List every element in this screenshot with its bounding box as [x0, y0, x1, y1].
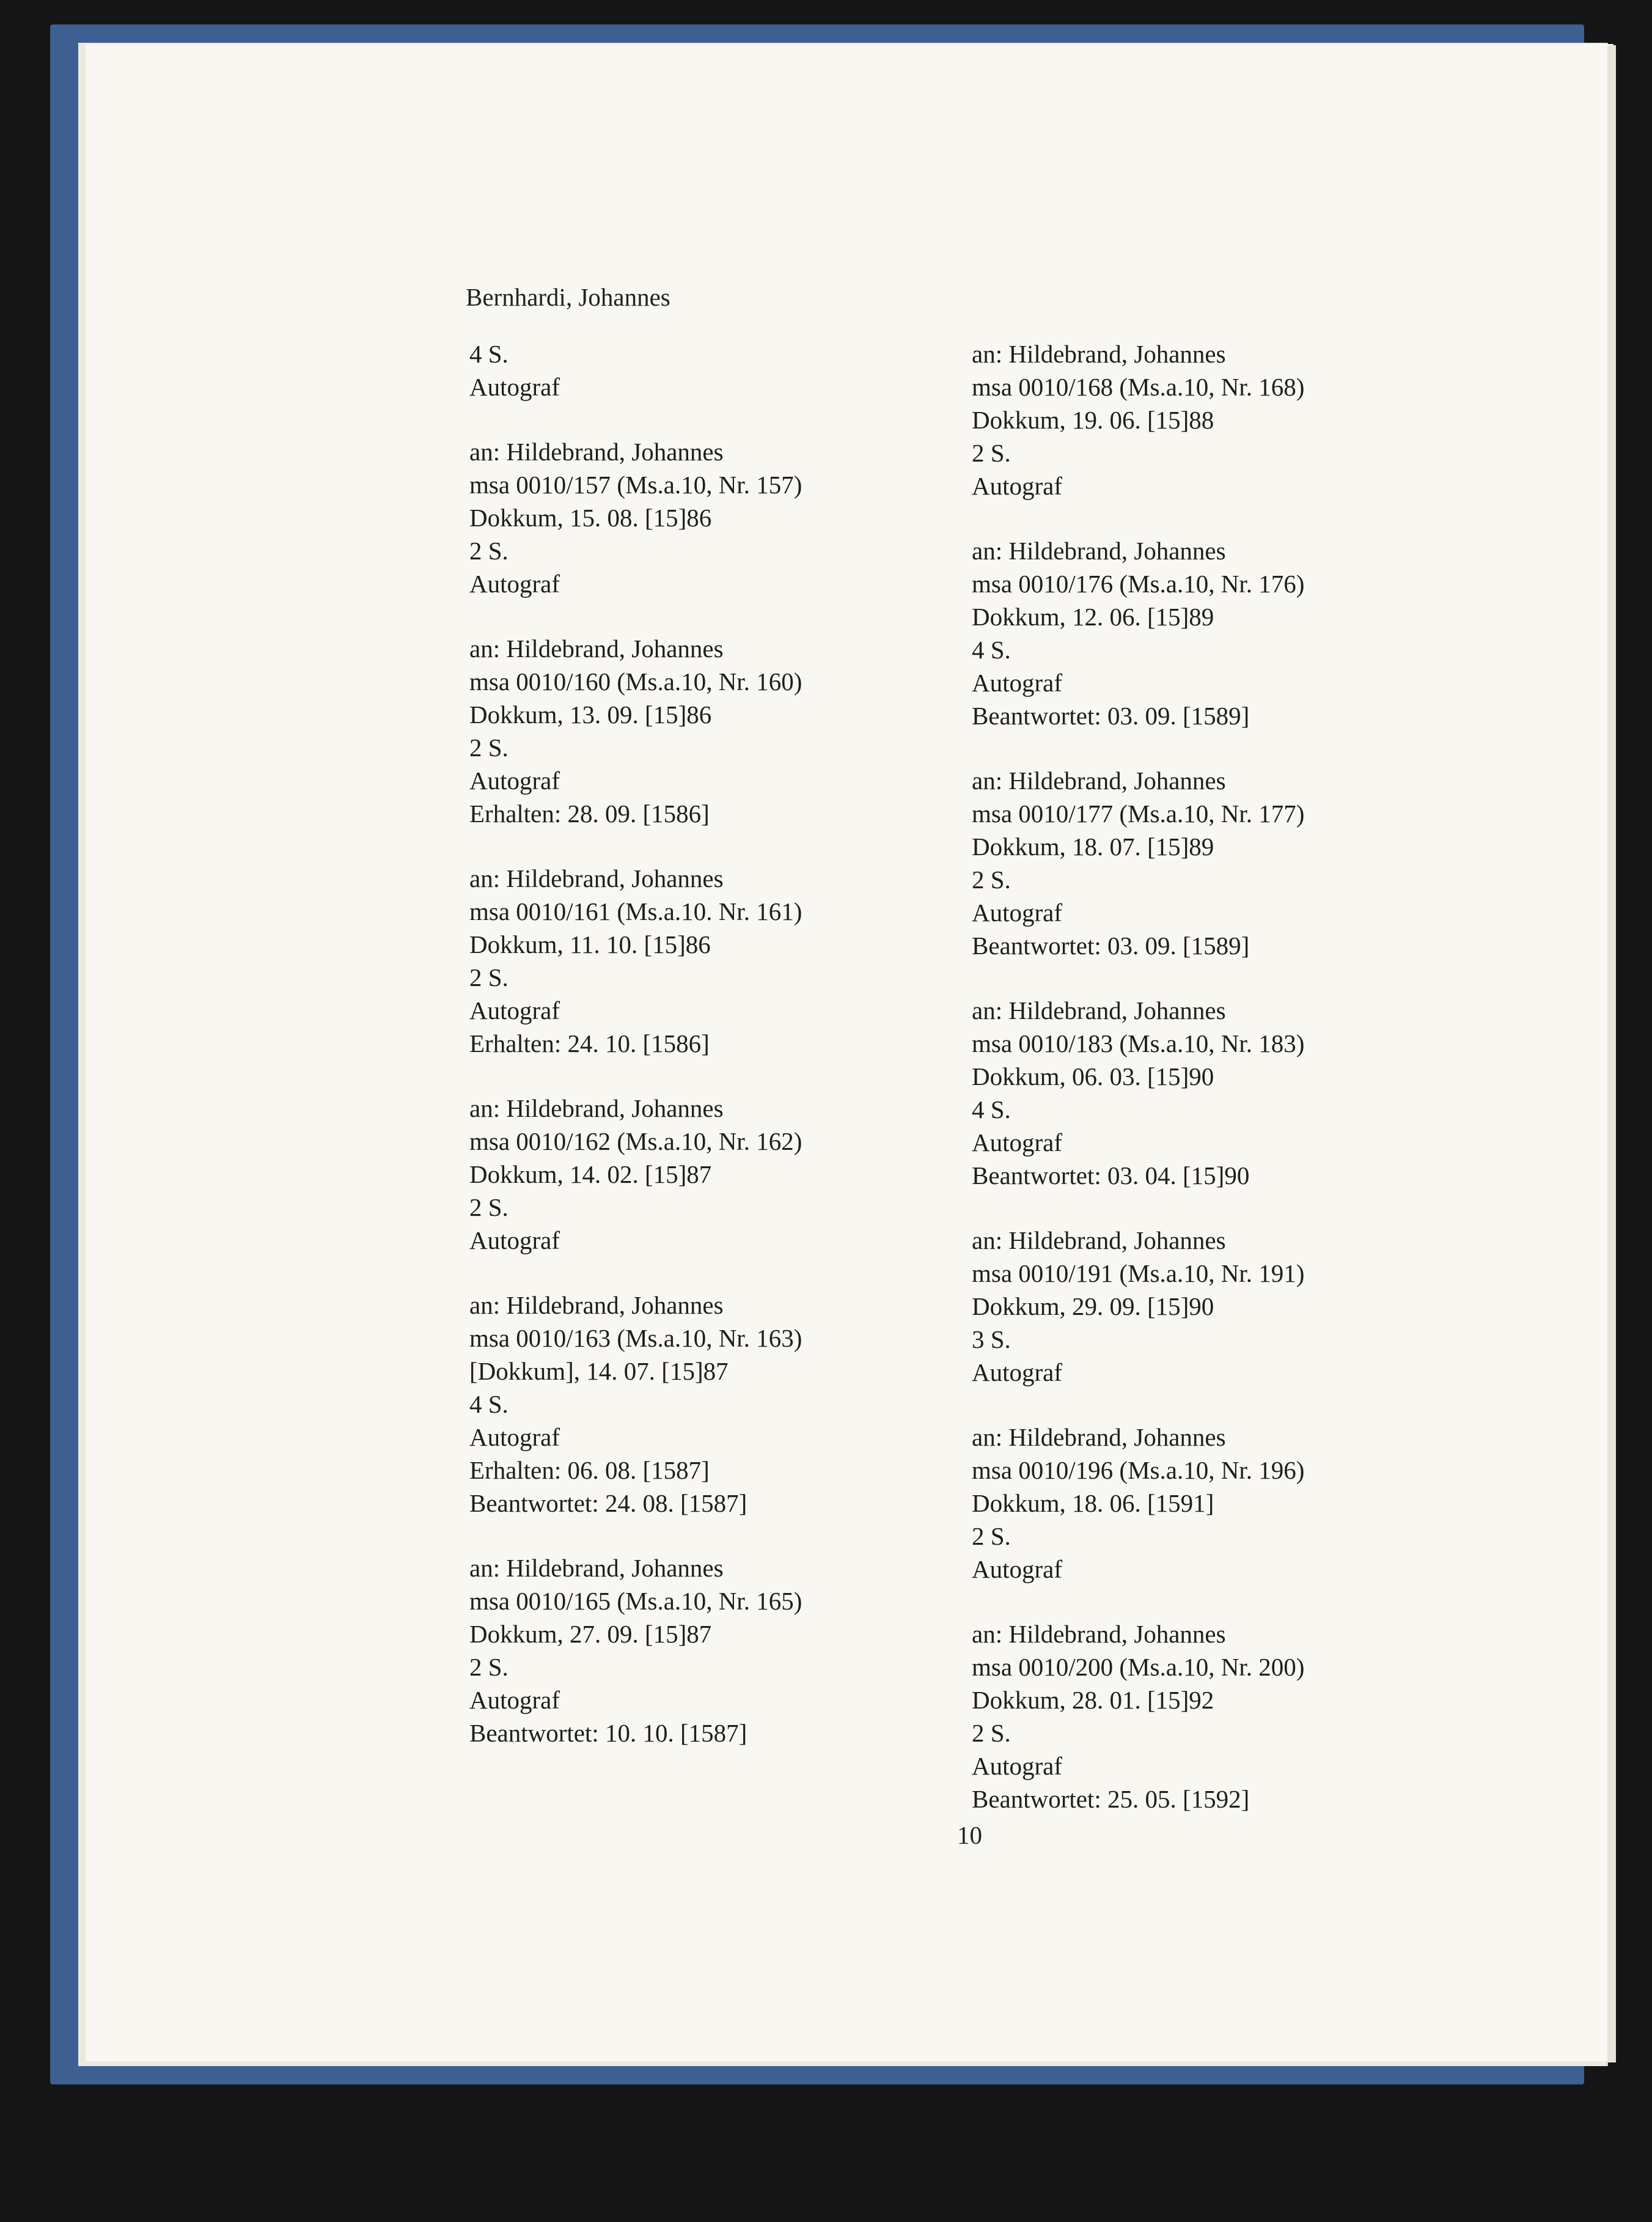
entry-line: 4 S. [469, 1390, 508, 1418]
entry-line: Dokkum, 15. 08. [15]86 [469, 504, 712, 532]
entry-line: 4 S. [469, 340, 508, 368]
entry-line: an: Hildebrand, Johannes [972, 1620, 1226, 1648]
entry-line: msa 0010/183 (Ms.a.10, Nr. 183) [972, 1029, 1305, 1058]
entry-line: Erhalten: 06. 08. [1587] [469, 1456, 710, 1484]
entry-line: 2 S. [469, 963, 508, 991]
entry-line: Beantwortet: 10. 10. [1587] [469, 1719, 747, 1747]
letter-entry [469, 1092, 897, 1257]
entry-line: an: Hildebrand, Johannes [972, 340, 1226, 368]
entry-line: an: Hildebrand, Johannes [972, 1226, 1226, 1254]
entry-line: an: Hildebrand, Johannes [469, 1291, 724, 1319]
entry-line: Beantwortet: 03. 09. [1589] [972, 932, 1250, 960]
entry-line: Beantwortet: 03. 04. [15]90 [972, 1161, 1250, 1190]
letter-entry [469, 337, 897, 403]
entry-line: Dokkum, 18. 06. [1591] [972, 1489, 1214, 1517]
entry-line: msa 0010/161 (Ms.a.10. Nr. 161) [469, 897, 802, 925]
entry-line: 4 S. [972, 636, 1011, 664]
entry-line: Autograf [469, 373, 560, 401]
entry-line: 4 S. [972, 1095, 1011, 1124]
entry-line: Beantwortet: 25. 05. [1592] [972, 1785, 1250, 1813]
entry-line: an: Hildebrand, Johannes [972, 996, 1226, 1025]
letter-entry [972, 1617, 1400, 1815]
entry-line: Dokkum, 11. 10. [15]86 [469, 930, 711, 958]
entry-line: Dokkum, 13. 09. [15]86 [469, 701, 712, 729]
left-column [469, 337, 897, 1781]
entry-line: Dokkum, 14. 02. [15]87 [469, 1160, 712, 1188]
letter-entry [972, 337, 1400, 502]
entry-line: an: Hildebrand, Johannes [972, 537, 1226, 565]
entry-line: 2 S. [972, 439, 1011, 467]
entry-line: Autograf [972, 1555, 1063, 1583]
entry-line: Autograf [972, 1358, 1063, 1386]
entry-line: Erhalten: 24. 10. [1586] [469, 1029, 710, 1058]
entry-line: 2 S. [469, 537, 508, 565]
entry-line: an: Hildebrand, Johannes [972, 1423, 1226, 1451]
entry-line: msa 0010/160 (Ms.a.10, Nr. 160) [469, 668, 802, 696]
entry-line: msa 0010/162 (Ms.a.10, Nr. 162) [469, 1127, 802, 1155]
entry-line: Beantwortet: 03. 09. [1589] [972, 702, 1250, 730]
letter-entry [469, 1551, 897, 1749]
letter-entry [469, 862, 897, 1060]
entry-line: Autograf [469, 1423, 560, 1451]
entry-line: Autograf [972, 1752, 1063, 1780]
entry-line: Autograf [469, 767, 560, 795]
entry-line: Dokkum, 18. 07. [15]89 [972, 833, 1214, 861]
letter-entry [972, 764, 1400, 962]
letter-entry [972, 1421, 1400, 1586]
entry-line: 2 S. [469, 734, 508, 762]
entry-line: msa 0010/191 (Ms.a.10, Nr. 191) [972, 1259, 1305, 1287]
entry-line: Dokkum, 19. 06. [15]88 [972, 406, 1214, 434]
entry-line: 2 S. [972, 866, 1011, 894]
entry-line: 3 S. [972, 1325, 1011, 1353]
entry-line: msa 0010/176 (Ms.a.10, Nr. 176) [972, 570, 1305, 598]
entry-line: an: Hildebrand, Johannes [469, 1094, 724, 1122]
letter-entry [972, 534, 1400, 732]
entry-line: msa 0010/157 (Ms.a.10, Nr. 157) [469, 471, 802, 499]
letter-entry [469, 1289, 897, 1520]
entry-line: Dokkum, 27. 09. [15]87 [469, 1620, 712, 1648]
entry-line: Autograf [469, 1226, 560, 1254]
entry-line: Beantwortet: 24. 08. [1587] [469, 1489, 747, 1517]
entry-line: Autograf [469, 996, 560, 1025]
entry-line: Autograf [469, 1686, 560, 1714]
entry-line: Autograf [972, 1128, 1063, 1157]
entry-line: msa 0010/168 (Ms.a.10, Nr. 168) [972, 373, 1305, 401]
entry-line: Autograf [469, 570, 560, 598]
letter-entry [469, 435, 897, 600]
entry-line: Autograf [972, 472, 1063, 500]
entry-line: [Dokkum], 14. 07. [15]87 [469, 1357, 729, 1385]
entry-line: 2 S. [469, 1193, 508, 1221]
entry-line: an: Hildebrand, Johannes [972, 767, 1226, 795]
entry-line: Dokkum, 28. 01. [15]92 [972, 1686, 1214, 1714]
entry-line: an: Hildebrand, Johannes [469, 864, 724, 892]
entry-line: Autograf [972, 899, 1063, 927]
entry-line: Dokkum, 29. 09. [15]90 [972, 1292, 1214, 1320]
letter-entry [469, 632, 897, 830]
running-header: Bernhardi, Johannes [466, 283, 670, 311]
entry-line: msa 0010/163 (Ms.a.10, Nr. 163) [469, 1324, 802, 1352]
entry-line: msa 0010/165 (Ms.a.10, Nr. 165) [469, 1587, 802, 1615]
letter-entry [972, 1224, 1400, 1389]
entry-line: Dokkum, 12. 06. [15]89 [972, 603, 1214, 631]
entry-line: Erhalten: 28. 09. [1586] [469, 800, 710, 828]
entry-line: msa 0010/200 (Ms.a.10, Nr. 200) [972, 1653, 1305, 1681]
entry-line: Autograf [972, 669, 1063, 697]
entry-line: an: Hildebrand, Johannes [469, 1554, 724, 1582]
entry-line: Dokkum, 06. 03. [15]90 [972, 1062, 1214, 1091]
page-edge [1607, 45, 1616, 2062]
letter-entry [972, 994, 1400, 1192]
entry-line: an: Hildebrand, Johannes [469, 438, 724, 466]
entry-line: 2 S. [469, 1653, 508, 1681]
entry-line: 2 S. [972, 1522, 1011, 1550]
entry-line: msa 0010/177 (Ms.a.10, Nr. 177) [972, 800, 1305, 828]
entry-line: an: Hildebrand, Johannes [469, 635, 724, 663]
entry-line: msa 0010/196 (Ms.a.10, Nr. 196) [972, 1456, 1305, 1484]
right-column [972, 337, 1400, 1847]
page-number: 10 [957, 1821, 982, 1849]
entry-line: 2 S. [972, 1719, 1011, 1747]
